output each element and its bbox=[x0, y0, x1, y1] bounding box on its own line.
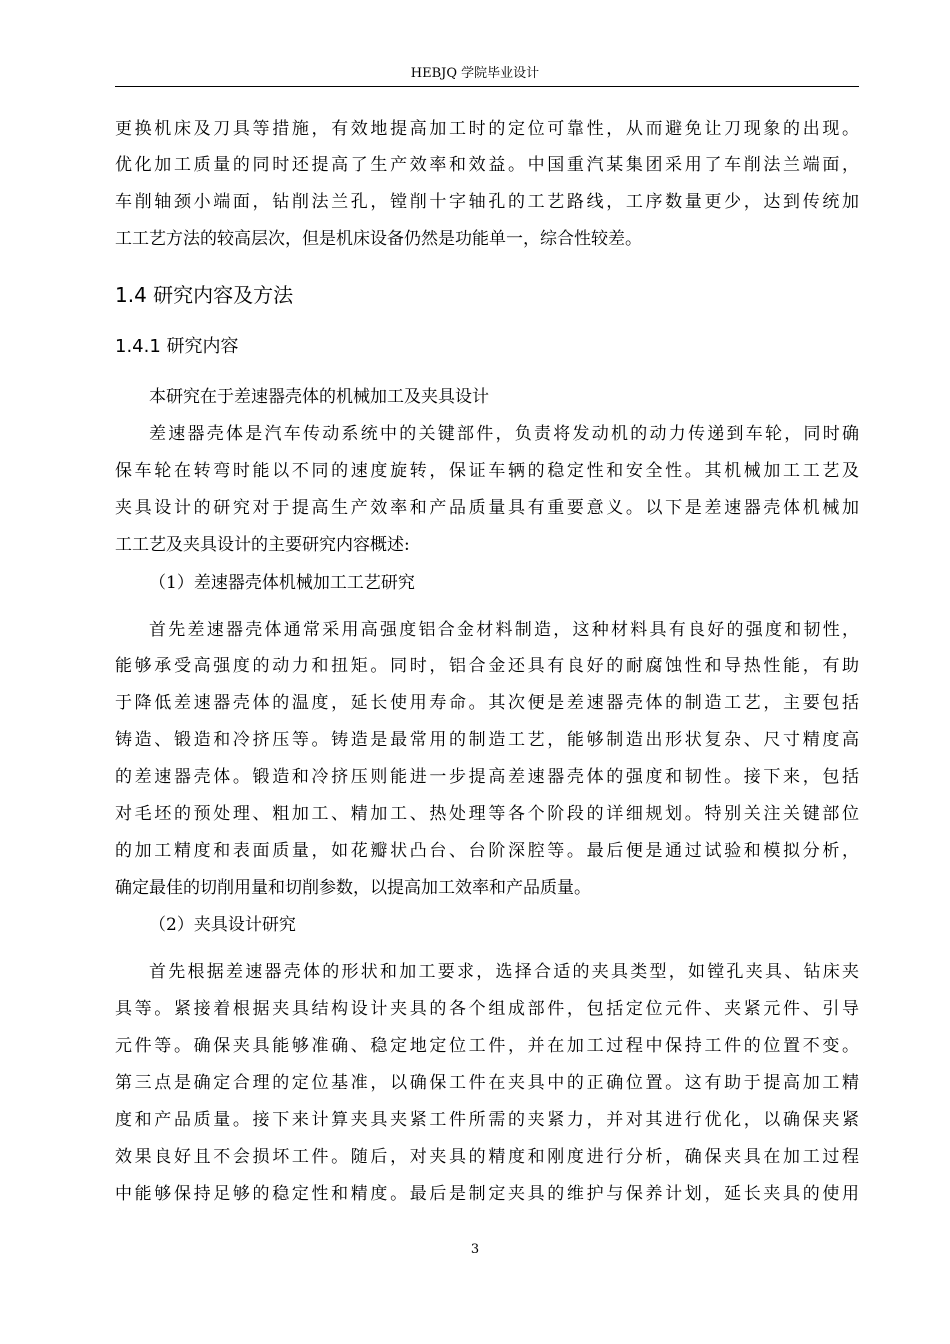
body-text-line: 具等。紧接着根据夹具结构设计夹具的各个组成部件，包括定位元件、夹紧元件、引导 bbox=[115, 999, 859, 1019]
header-divider bbox=[115, 86, 859, 87]
body-text-line: 优化加工质量的同时还提高了生产效率和效益。中国重汽某集团采用了车削法兰端面， bbox=[115, 155, 859, 175]
body-text-line: 元件等。确保夹具能够准确、稳定地定位工件，并在加工过程中保持工件的位置不变。 bbox=[115, 1036, 859, 1056]
body-text-line: 第三点是确定合理的定位基准，以确保工件在夹具中的正确位置。这有助于提高加工精 bbox=[115, 1073, 859, 1093]
body-text-line: 工工艺及夹具设计的主要研究内容概述: bbox=[115, 535, 410, 555]
body-text-line: 首先差速器壳体通常采用高强度铝合金材料制造，这种材料具有良好的强度和韧性， bbox=[149, 620, 859, 640]
body-text-line: 夹具设计的研究对于提高生产效率和产品质量具有重要意义。以下是差速器壳体机械加 bbox=[115, 498, 859, 518]
intro-text: 本研究在于差速器壳体的机械加工及夹具设计 bbox=[149, 387, 489, 407]
running-header: HEBJQ 学院毕业设计 bbox=[410, 66, 540, 81]
body-text-line: 确定最佳的切削用量和切削参数，以提高加工效率和产品质量。 bbox=[115, 878, 591, 898]
body-text-line: 首先根据差速器壳体的形状和加工要求，选择合适的夹具类型，如镗孔夹具、钻床夹 bbox=[149, 962, 859, 982]
body-text-line: 车削轴颈小端面，钻削法兰孔，镗削十字轴孔的工艺路线，工序数量更少，达到传统加 bbox=[115, 192, 859, 212]
body-text-line: 差速器壳体是汽车传动系统中的关键部件，负责将发动机的动力传递到车轮，同时确 bbox=[149, 424, 859, 444]
page-number: 3 bbox=[470, 1242, 480, 1257]
body-text-line: 能够承受高强度的动力和扭矩。同时，铝合金还具有良好的耐腐蚀性和导热性能，有助 bbox=[115, 656, 859, 676]
body-text-line: 于降低差速器壳体的温度，延长使用寿命。其次便是差速器壳体的制造工艺，主要包括 bbox=[115, 693, 859, 713]
body-text-line: 的差速器壳体。锻造和冷挤压则能进一步提高差速器壳体的强度和韧性。接下来，包括 bbox=[115, 767, 859, 787]
body-text-line: 中能够保持足够的稳定性和精度。最后是制定夹具的维护与保养计划，延长夹具的使用 bbox=[115, 1184, 859, 1204]
body-text-line: 对毛坯的预处理、粗加工、精加工、热处理等各个阶段的详细规划。特别关注关键部位 bbox=[115, 804, 859, 824]
section-heading: 1.4 研究内容及方法 bbox=[115, 283, 294, 307]
body-text-line: 度和产品质量。接下来计算夹具夹紧工件所需的夹紧力，并对其进行优化，以确保夹紧 bbox=[115, 1110, 859, 1130]
list-item-title: （2）夹具设计研究 bbox=[149, 915, 296, 935]
body-text-line: 保车轮在转弯时能以不同的速度旋转，保证车辆的稳定性和安全性。其机械加工工艺及 bbox=[115, 461, 859, 481]
body-text-line: 工工艺方法的较高层次，但是机床设备仍然是功能单一，综合性较差。 bbox=[115, 229, 642, 249]
subsection-heading: 1.4.1 研究内容 bbox=[115, 336, 239, 357]
body-text-line: 铸造、锻造和冷挤压等。铸造是最常用的制造工艺，能够制造出形状复杂、尺寸精度高 bbox=[115, 730, 859, 750]
body-text-line: 的加工精度和表面质量，如花瓣状凸台、台阶深腔等。最后便是通过试验和模拟分析， bbox=[115, 841, 859, 861]
body-text-line: 更换机床及刀具等措施，有效地提高加工时的定位可靠性，从而避免让刀现象的出现。 bbox=[115, 119, 859, 139]
list-item-title: （1）差速器壳体机械加工工艺研究 bbox=[149, 573, 415, 593]
body-text-line: 效果良好且不会损坏工件。随后，对夹具的精度和刚度进行分析，确保夹具在加工过程 bbox=[115, 1147, 859, 1167]
